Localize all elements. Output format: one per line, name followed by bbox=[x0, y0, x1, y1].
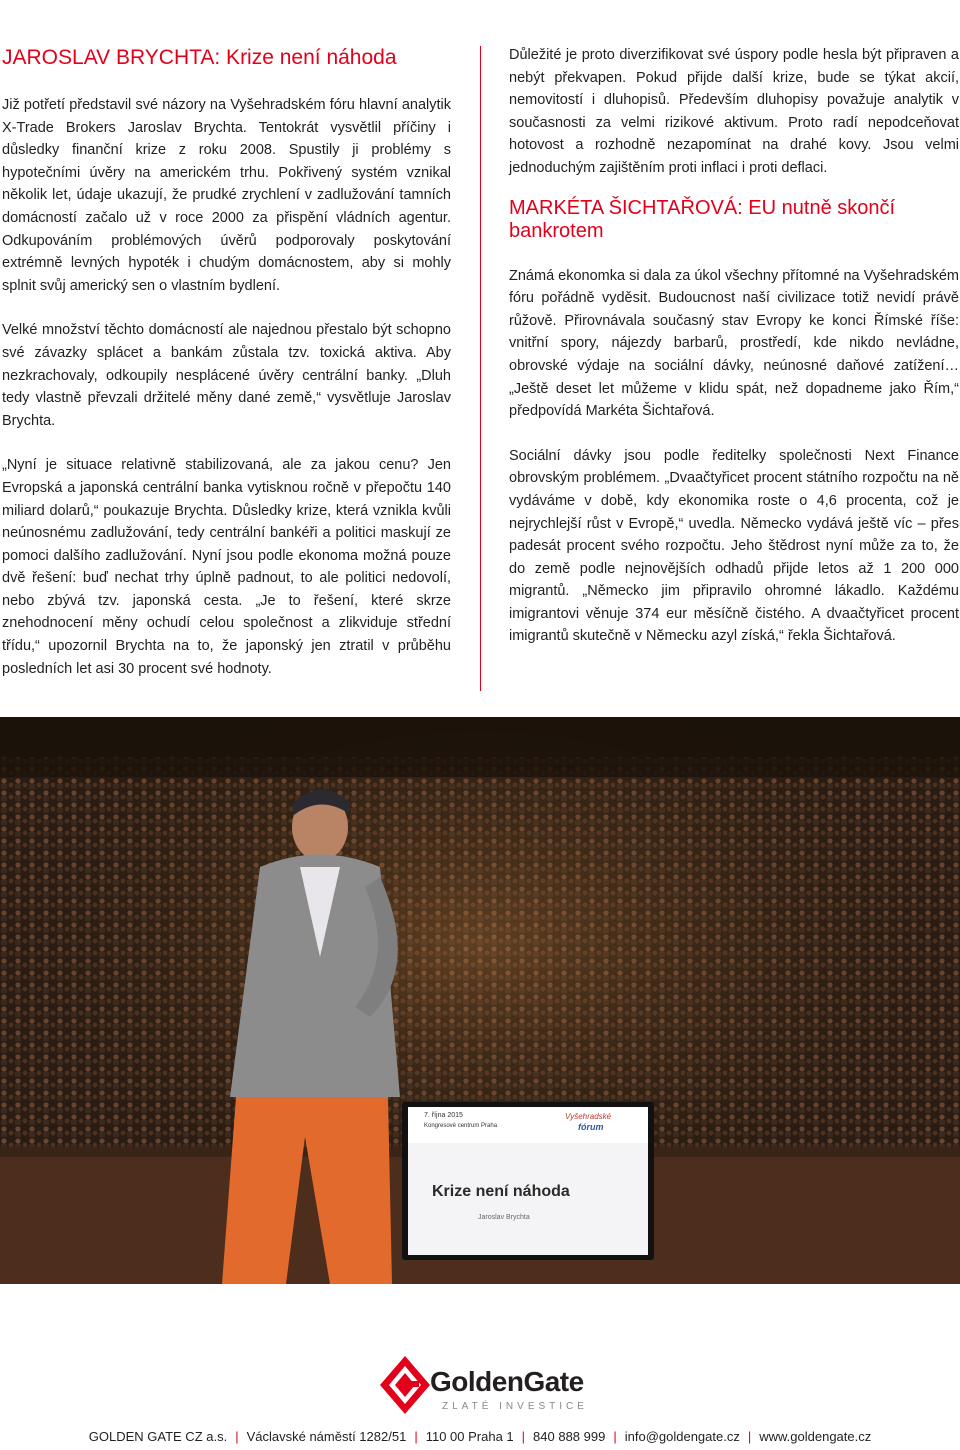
goldengate-logo bbox=[378, 1354, 588, 1416]
paragraph: Velké množství těchto domácností ale najednou přestalo být schopno své závazky splácet a bankám zůstala tzv. toxická aktiva. Aby nezkrachovaly, odkoupily nesplácené úvěry centrální banky. „Dluh tedy vlastně převzali držitelé měny dané země,“ vysvětluje Jaroslav Brychta. bbox=[2, 322, 451, 429]
article-title-brychta: JAROSLAV BRYCHTA: Krize není náhoda bbox=[2, 46, 397, 69]
screen-logo-line1: Vyšehradské bbox=[565, 1112, 612, 1121]
logo-wordmark: GoldenGate bbox=[430, 1366, 584, 1397]
footer-contact: GOLDEN GATE CZ a.s. | Václavské náměstí 1282/51 | 110 00 Praha 1 | 840 888 999 | info@goldengate.cz | www.goldengate.cz bbox=[88, 1429, 872, 1444]
footer-company: GOLDEN GATE CZ a.s. bbox=[88, 1429, 228, 1444]
conference-photo bbox=[0, 717, 960, 1284]
paragraph: Důležité je proto diverzifikovat své úspory podle hesla být připraven a nebýt překvapen. Pokud přijde další krize, bude se týkat akcií, nemovitostí i dluhopisů. Především dluhopisy považuje analytik v současnosti za velmi rizikové aktivum. Proto radí nepodceňovat hotovost a rozhodně nezapomínat na drahé kovy. Jsou velmi jednoduchým zajištěním proti inflaci i proti deflaci. bbox=[509, 47, 959, 176]
column-divider bbox=[480, 46, 481, 691]
screen-date: 7. října 2015 bbox=[424, 1112, 463, 1119]
paragraph: Známá ekonomka si dala za úkol všechny přítomné na Vyšehradském fóru pořádně vyděsit. Budoucnost naší civilizace totiž nevidí právě růžově. Přirovnávala současný stav Evropy ke konci Římské říše: vnitřní spory, nájezdy barbarů, prostředí, kde nikdo nevládne, obrovské výdaje na sociální dávky, neúnosné daňové zatížení… „Ještě deset let můžeme v klidu spát, než dopadneme jako Řím,“ předpovídá Markéta Šichtařová. bbox=[509, 267, 959, 420]
paragraph: Již potřetí představil své názory na Vyšehradském fóru hlavní analytik X-Trade Brokers Jaroslav Brychta. Tentokrát vysvětlil příčiny i důsledky finanční krize z roku 2008. Spustily ji problémy s hypotečními úvěry na americkém trhu. Pokřivený systém vznikal několik let, údaje ukazují, že prudké zrychlení v zadlužování tamních domácností začalo už v roce 2000 za přispění vládních agentur. Odkupováním problémových úvěrů podporovaly poskytování extrémně levných hypoték i chudým domácnostem, aby si mohly splnit svůj americký sen o vlastním bydlení. bbox=[2, 97, 451, 294]
goldengate-logo-icon bbox=[378, 1354, 432, 1416]
left-column bbox=[2, 44, 451, 680]
screen-title: Krize není náhoda bbox=[432, 1183, 570, 1200]
article-title-sichtarova: MARKÉTA ŠICHTAŘOVÁ: EU nutně skončí bankrotem bbox=[509, 196, 896, 242]
right-column bbox=[509, 44, 959, 648]
footer-email-link[interactable]: info@goldengate.cz bbox=[624, 1429, 740, 1444]
screen-speaker: Jaroslav Brychta bbox=[478, 1214, 530, 1221]
paragraph: „Nyní je situace relativně stabilizovaná, ale za jakou cenu? Jen Evropská a japonská centrální banka vytisknou ročně v přepočtu 140 miliard dolarů,“ poukazuje Brychta. Důsledky krize, která vznikla kvůli neúnosnému zadlužování, tedy centrální bankéři a politici maskují ze pomoci dalšího zadlužování. Nyní jsou podle ekonoma možná pouze dvě řešení: buď nechat trhy úplně padnout, to ale politici nedovolí, nebo zbývá tzv. japonská cesta. „Je to řešení, které skrze znehodnocení měny ochudí celou společnost a zlikviduje střední třídu,“ upozornil Brychta na to, že japonský jen ztratil v průběhu posledních let asi 30 procent své hodnoty. bbox=[2, 457, 451, 677]
footer-phone: 840 888 999 bbox=[533, 1429, 606, 1444]
paragraph: Sociální dávky jsou podle ředitelky společnosti Next Finance obrovským problémem. „Dvaačtyřicet procent státního rozpočtu na ně vydáváme v době, kdy ekonomika roste o 4,6 procenta, což je nejrychlejší růst v Evropě,“ uvedla. Německo vydává ještě víc – přes padesát procent svého rozpočtu. Jeho štědrost nyní může za to, že do země podle nejnovějších odhadů přijde letos až 1 200 000 migrantů. „Německo jim připravilo ohromné lákadlo. Každému imigrantovi věnuje 374 eur měsíčně čistého. A dvaačtyřicet procent imigrantů skutečně v Německu azyl získá,“ řekla Šichtařová. bbox=[509, 447, 959, 645]
screen-logo-line2: fórum bbox=[578, 1122, 604, 1132]
footer-web-link[interactable]: www.goldengate.cz bbox=[759, 1429, 872, 1444]
footer-postal: 110 00 Praha 1 bbox=[425, 1429, 514, 1444]
logo-tagline: ZLATÉ INVESTICE bbox=[442, 1401, 588, 1412]
screen-venue: Kongresové centrum Praha bbox=[424, 1123, 498, 1129]
footer-address: Václavské náměstí 1282/51 bbox=[246, 1429, 407, 1444]
